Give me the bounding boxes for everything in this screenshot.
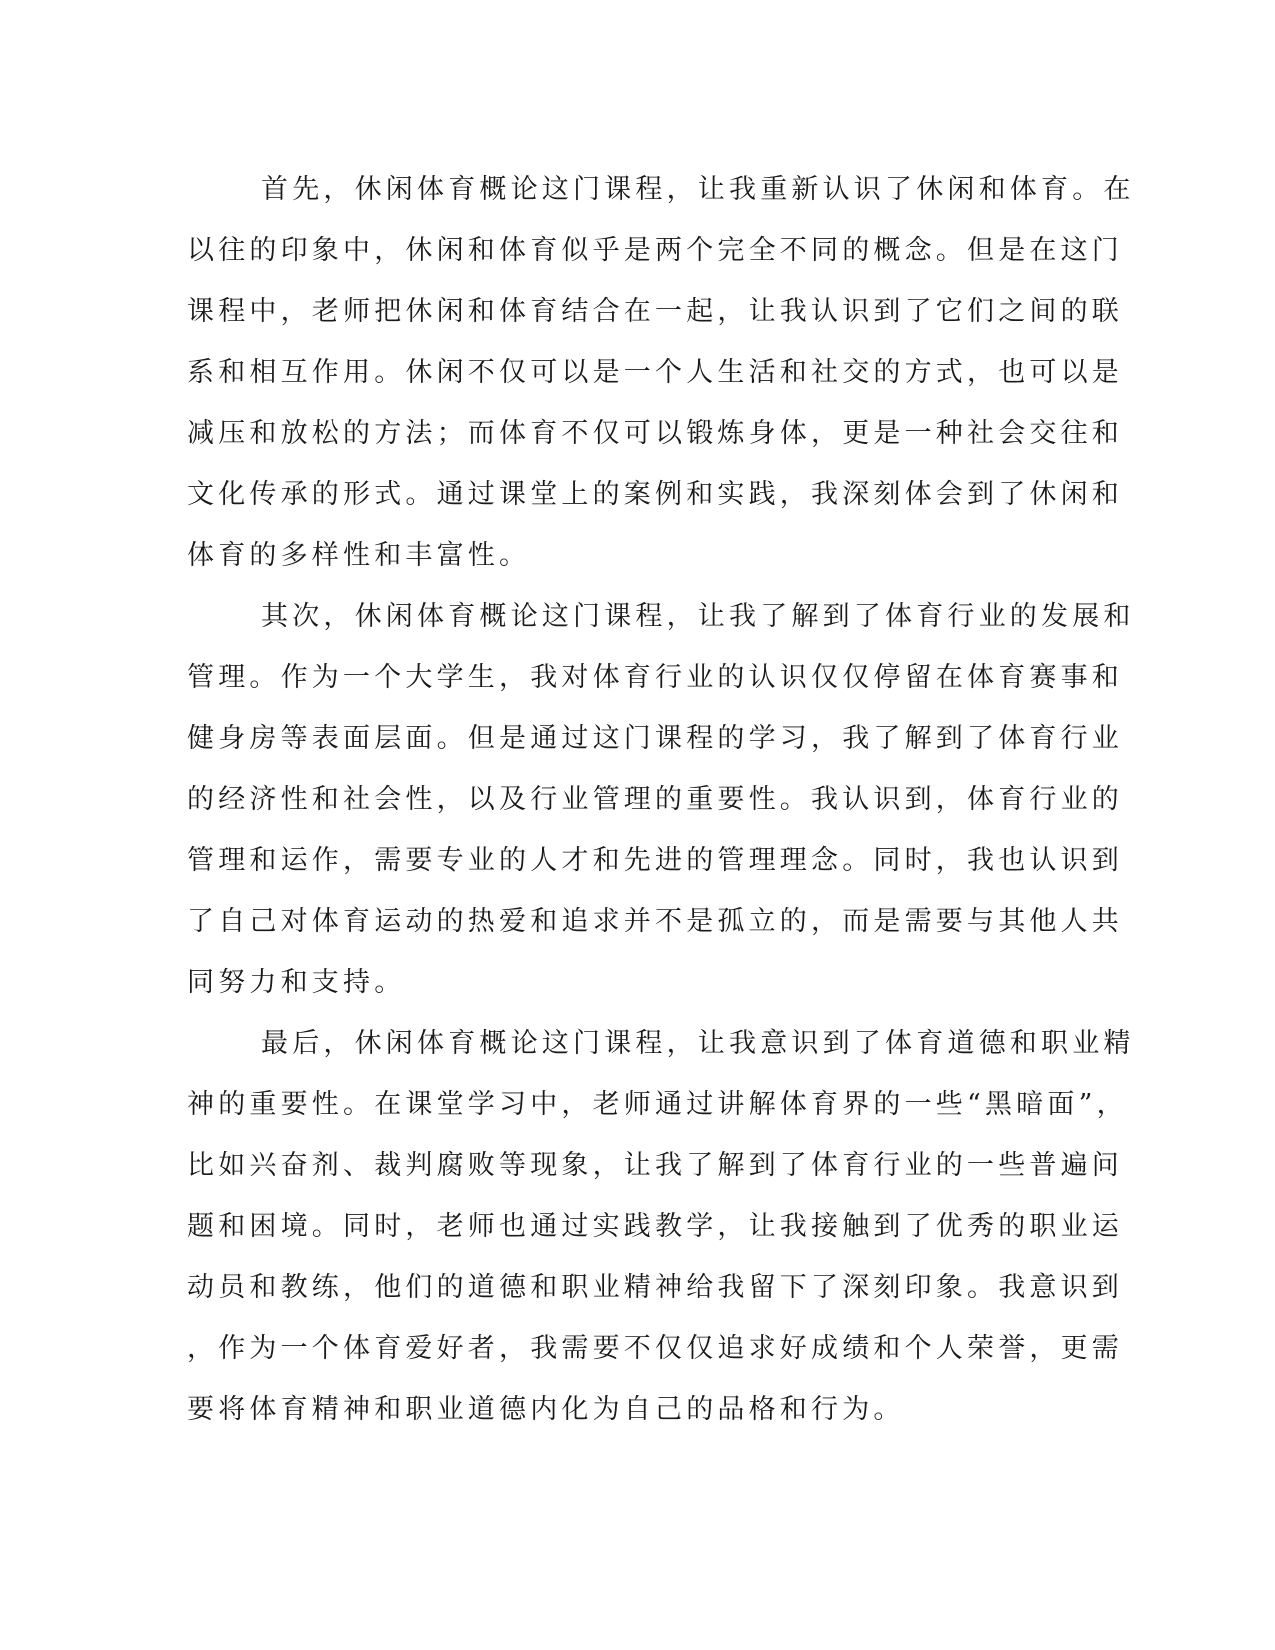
- paragraph-3: [187, 1013, 1135, 1440]
- text-line: 要将体育精神和职业道德内化为自己的品格和行为。: [187, 1394, 905, 1425]
- text-line: 管理。作为一个大学生，我对体育行业的认识仅仅停留在体育赛事和: [187, 662, 1123, 693]
- text-line: 了自己对体育运动的热爱和追求并不是孤立的，而是需要与其他人共: [187, 906, 1123, 937]
- text-line: 其次，休闲体育概论这门课程，让我了解到了体育行业的发展和: [261, 601, 1135, 632]
- text-line: 首先，休闲体育概论这门课程，让我重新认识了休闲和体育。在: [261, 174, 1135, 205]
- text-line: 神的重要性。在课堂学习中，老师通过讲解体育界的一些“黑暗面”，: [187, 1089, 1128, 1120]
- text-line: 题和困境。同时，老师也通过实践教学，让我接触到了优秀的职业运: [187, 1211, 1123, 1242]
- text-line: 文化传承的形式。通过课堂上的案例和实践，我深刻体会到了休闲和: [187, 479, 1123, 510]
- text-line: 减压和放松的方法；而体育不仅可以锻炼身体，更是一种社会交往和: [187, 418, 1123, 449]
- text-line: 系和相互作用。休闲不仅可以是一个人生活和社交的方式，也可以是: [187, 357, 1123, 388]
- paragraph-2: [187, 586, 1135, 1013]
- text-line: 管理和运作，需要专业的人才和先进的管理理念。同时，我也认识到: [187, 845, 1123, 876]
- text-line: 健身房等表面层面。但是通过这门课程的学习，我了解到了体育行业: [187, 723, 1123, 754]
- text-line: 动员和教练，他们的道德和职业精神给我留下了深刻印象。我意识到: [187, 1272, 1123, 1303]
- text-line: ，作为一个体育爱好者，我需要不仅仅追求好成绩和个人荣誉，更需: [187, 1333, 1123, 1364]
- text-line: 比如兴奋剂、裁判腐败等现象，让我了解到了体育行业的一些普遍问: [187, 1150, 1123, 1181]
- text-line: 以往的印象中，休闲和体育似乎是两个完全不同的概念。但是在这门: [187, 235, 1123, 266]
- document-body: [187, 159, 1135, 1440]
- paragraph-1: [187, 159, 1135, 586]
- text-line: 的经济性和社会性，以及行业管理的重要性。我认识到，体育行业的: [187, 784, 1123, 815]
- text-line: 体育的多样性和丰富性。: [187, 540, 531, 571]
- text-line: 同努力和支持。: [187, 967, 406, 998]
- text-line: 最后，休闲体育概论这门课程，让我意识到了体育道德和职业精: [261, 1028, 1135, 1059]
- text-line: 课程中，老师把休闲和体育结合在一起，让我认识到了它们之间的联: [187, 296, 1123, 327]
